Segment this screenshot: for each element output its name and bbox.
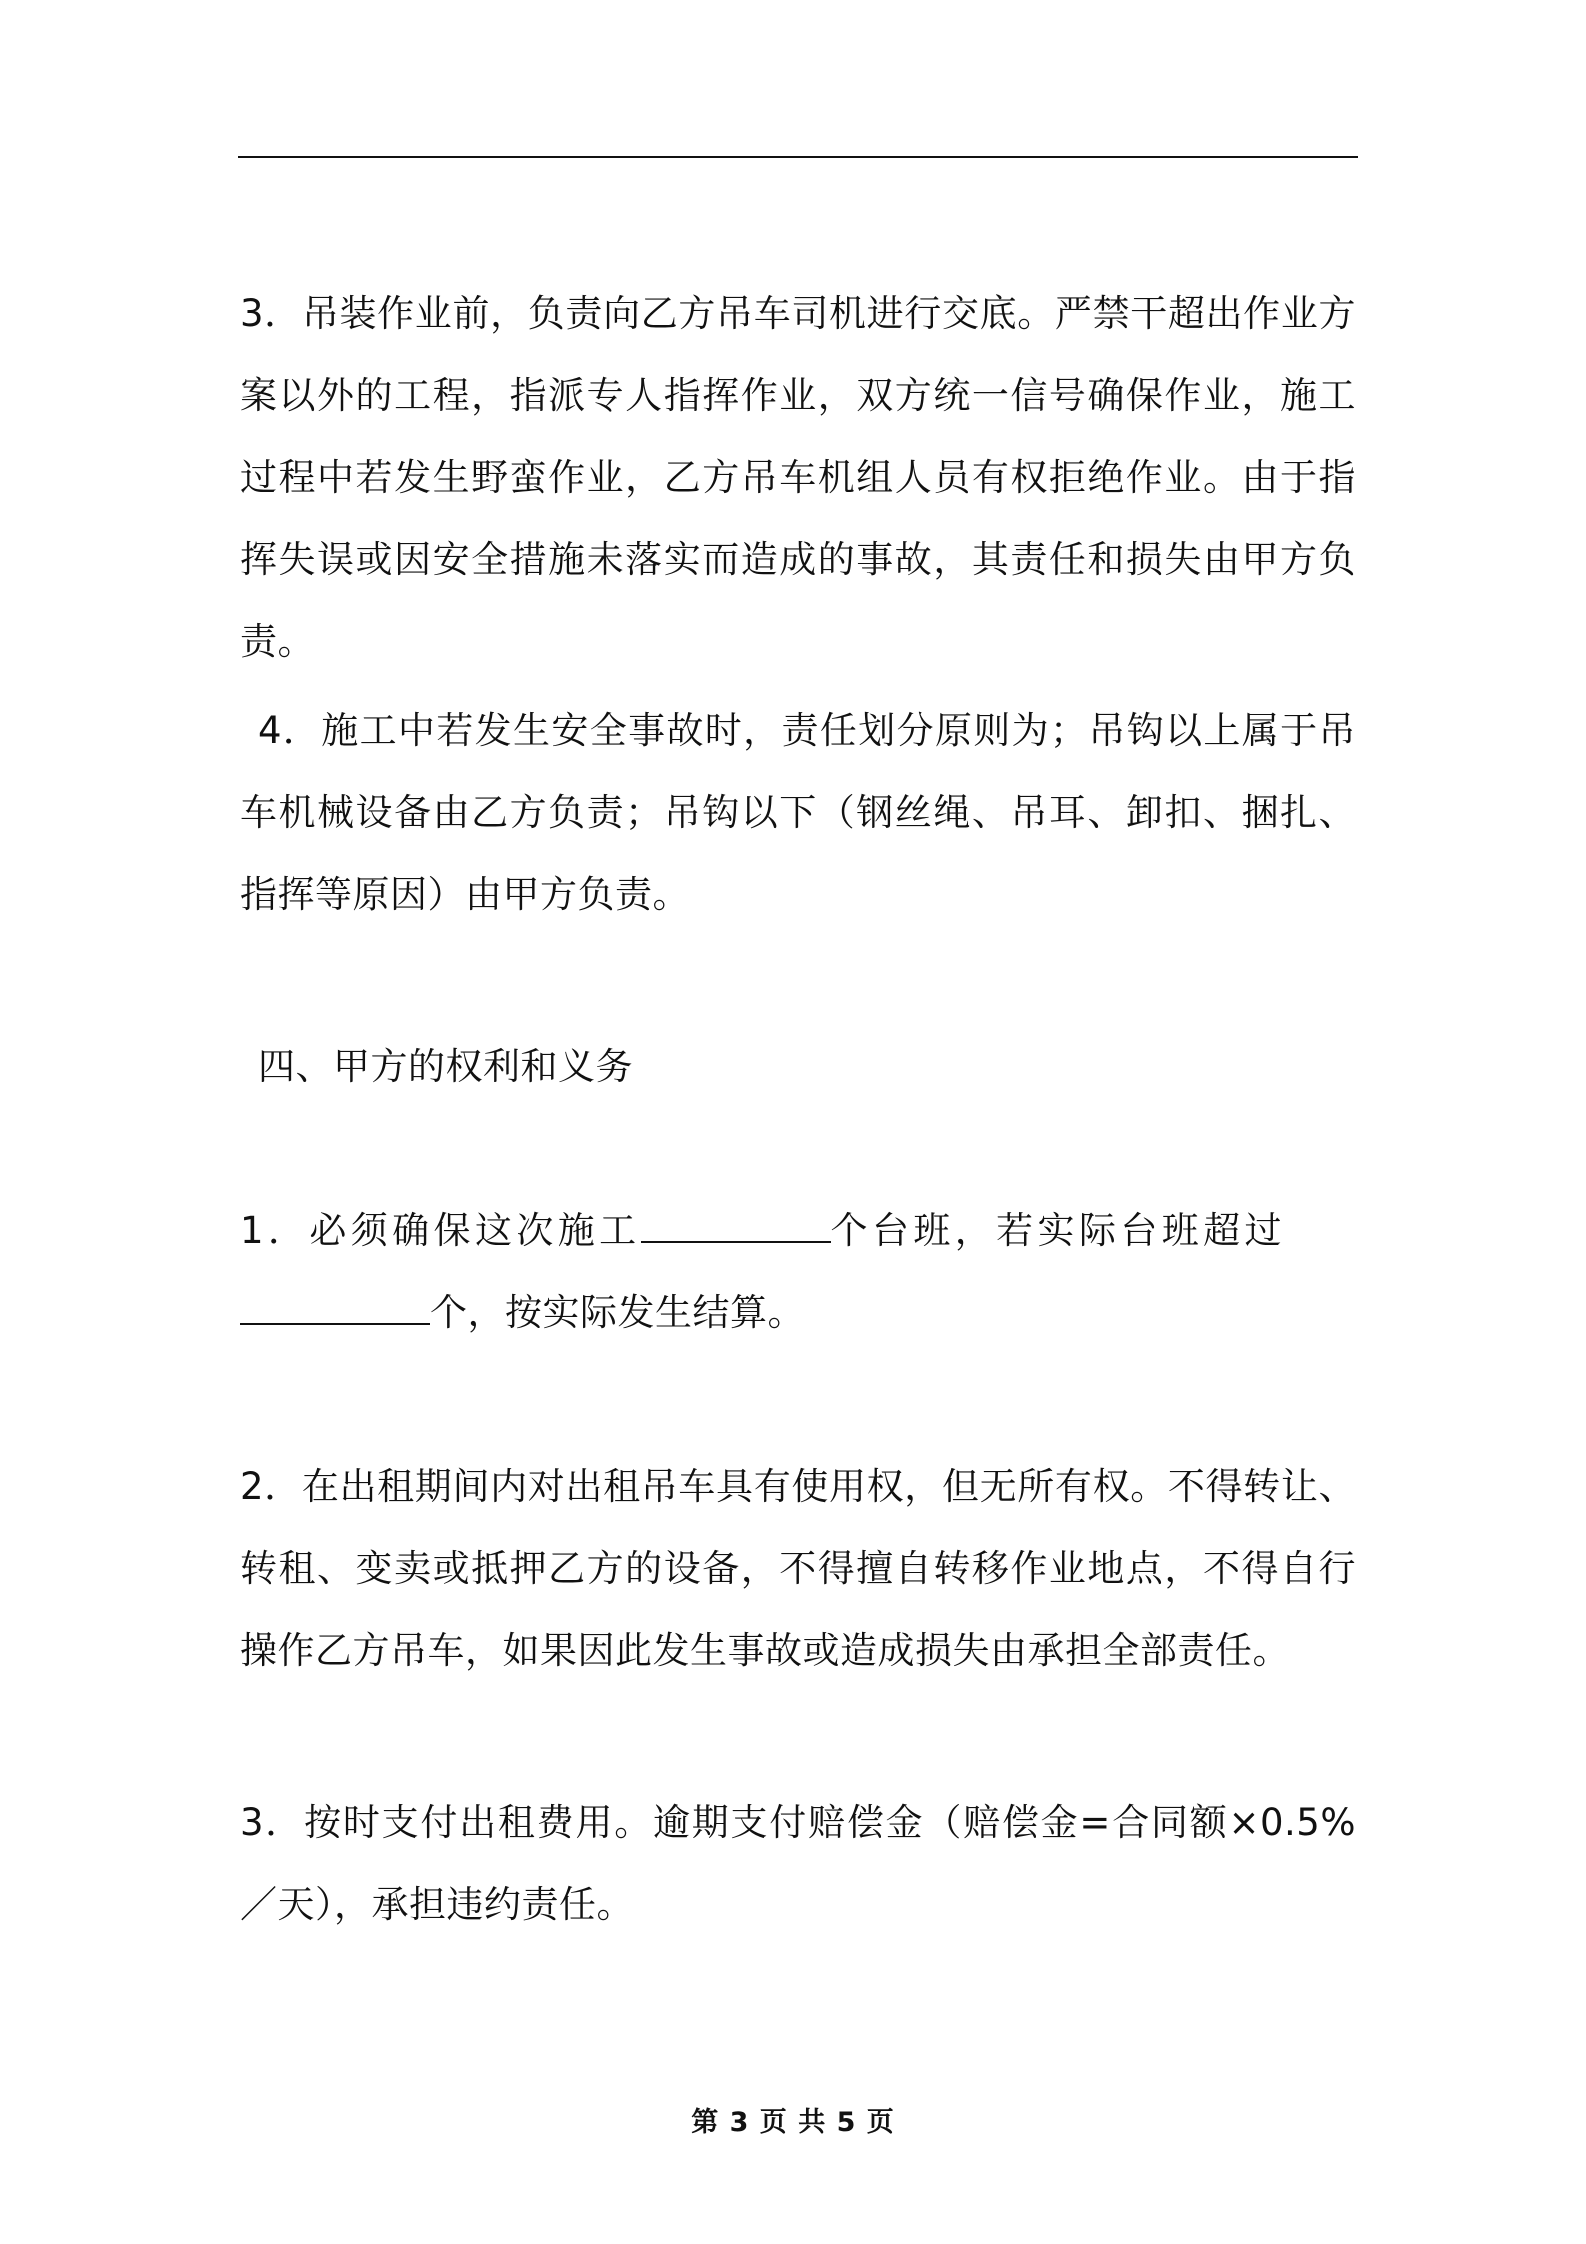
clause-3-lifting-briefing: 3．吊装作业前，负责向乙方吊车司机进行交底。严禁干超出作业方案以外的工程，指派专人指挥作业，双方统一信号确保作业，施工过程中若发生野蛮作业，乙方吊车机组人员有权拒绝作业。由于指挥失误或因安全措施未落实而造成的事故，其责任和损失由甲方负责。 [240, 292, 1356, 663]
clause-1-text-part2: 个台班，若实际台班超过 [830, 1209, 1286, 1252]
header-rule [238, 156, 1358, 158]
clause-1-text-part1: 1．必须确保这次施工 [240, 1209, 641, 1252]
section-heading-party-a-rights: 四、甲方的权利和义务 [258, 1045, 633, 1088]
blank-field-shift-count [641, 1211, 831, 1243]
clause-2-usage-rights: 2．在出租期间内对出租吊车具有使用权，但无所有权。不得转让、转租、变卖或抵押乙方的设备，不得擅自转移作业地点，不得自行操作乙方吊车，如果因此发生事故或造成损失由承担全部责任。 [240, 1465, 1356, 1672]
clause-1-shift-guarantee [240, 1190, 1356, 1354]
page-number-footer: 第 3 页 共 5 页 [691, 2107, 895, 2138]
blank-field-extra-shift-count [240, 1293, 430, 1325]
clause-3-payment-terms: 3．按时支付出租费用。逾期支付赔偿金（赔偿金=合同额×0.5%／天），承担违约责任。 [240, 1801, 1356, 1926]
clause-1-text-part3: 个，按实际发生结算。 [430, 1291, 805, 1334]
clause-4-accident-responsibility: 4．施工中若发生安全事故时，责任划分原则为；吊钩以上属于吊车机械设备由乙方负责；吊钩以下（钢丝绳、吊耳、卸扣、捆扎、指挥等原因）由甲方负责。 [240, 709, 1356, 916]
